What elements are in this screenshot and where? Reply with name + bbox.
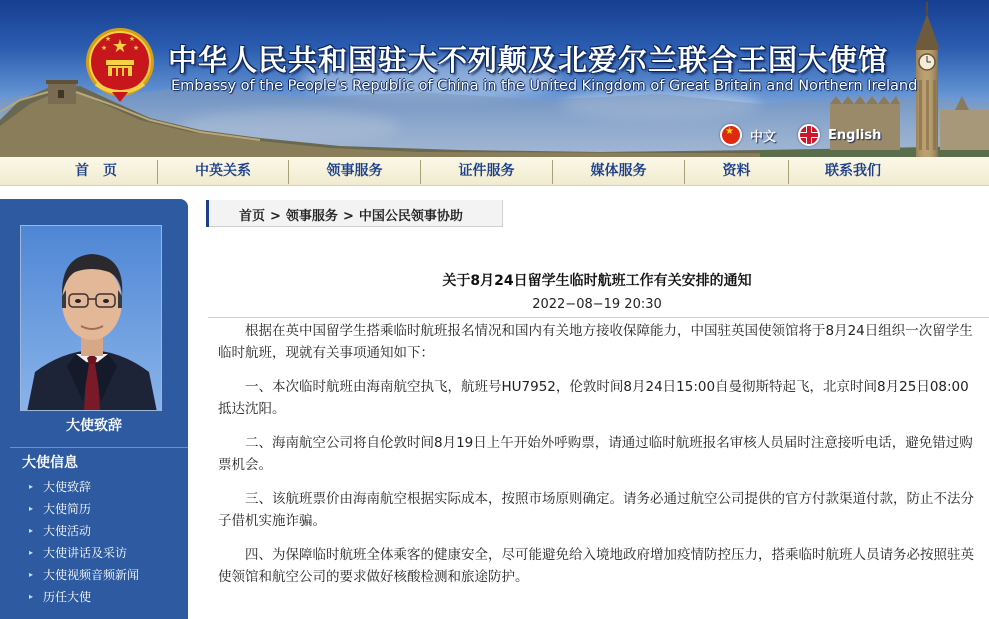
breadcrumb-separator: > <box>270 209 281 224</box>
embassy-title-chinese: 中华人民共和国驻大不列颠及北爱尔兰联合王国大使馆 <box>168 43 889 77</box>
article-paragraph: 根据在英中国留学生搭乘临时航班报名情况和国内有关地方接收保障能力，中国驻英国使领馆将于8月24日组织一次留学生临时航班，现就有关事项通知如下： <box>218 323 973 361</box>
chevron-right-icon: ▸ <box>29 592 34 601</box>
sidebar-divider <box>10 447 188 448</box>
header-banner <box>0 0 989 157</box>
nav-item-materials[interactable]: 资料 <box>722 163 751 179</box>
sidebar-item-label: 大使致辞 <box>43 480 92 494</box>
chevron-right-icon: ▸ <box>29 504 34 513</box>
sidebar-section-title: 大使信息 <box>22 455 78 471</box>
article-body <box>218 320 980 600</box>
breadcrumb-consular-services[interactable]: 领事服务 <box>285 209 338 224</box>
sidebar-item-ambassador-biography[interactable] <box>0 498 188 520</box>
language-english-link[interactable] <box>798 124 881 146</box>
sidebar-item-ambassador-activities[interactable] <box>0 520 188 542</box>
breadcrumb-consular-assistance[interactable]: 中国公民领事协助 <box>358 209 463 224</box>
chevron-right-icon: ▸ <box>29 570 34 579</box>
language-english-label: English <box>828 127 882 143</box>
article-paragraph: 三、该航班票价由海南航空根据实际成本，按照市场原则确定。请务必通过航空公司提供的官方付款渠道付款，防止不法分子借机实施诈骗。 <box>218 491 974 529</box>
sidebar-item-label: 大使视频音频新闻 <box>43 568 140 582</box>
article-paragraph: 二、海南航空公司将自伦敦时间8月19日上午开始外呼购票，请通过临时航班报名审核人员届时注意接听电话，避免错过购票机会。 <box>218 435 973 473</box>
nav-item-consular-services[interactable]: 领事服务 <box>326 163 383 179</box>
breadcrumb-container <box>207 200 503 227</box>
ambassador-speech-link[interactable]: 大使致辞 <box>66 418 122 434</box>
sidebar-item-ambassador-speech[interactable] <box>0 476 188 498</box>
article-paragraph: 四、为保障临时航班全体乘客的健康安全，尽可能避免给入境地政府增加疫情防控压力，搭乘临时航班人员请务必按照驻英使领馆和航空公司的要求做好核酸检测和旅途防护。 <box>218 547 974 585</box>
sidebar-item-label: 大使简历 <box>43 502 92 516</box>
svg-text:★: ★ <box>128 35 136 43</box>
article-date: 2022−08−19 20:30 <box>532 297 662 312</box>
nav-item-home[interactable]: 首 页 <box>75 163 117 179</box>
svg-text:★: ★ <box>111 36 129 57</box>
breadcrumb-separator: > <box>342 209 354 224</box>
sidebar <box>0 199 188 619</box>
uk-flag-icon <box>798 124 820 146</box>
chevron-right-icon: ▸ <box>29 526 34 535</box>
sidebar-menu <box>0 476 188 608</box>
sidebar-item-label: 大使讲话及采访 <box>43 546 128 560</box>
china-flag-icon <box>720 124 742 146</box>
svg-text:★: ★ <box>104 35 112 43</box>
article-paragraph: 一、本次临时航班由海南航空执飞，航班号HU7952，伦敦时间8月24日15:00自曼彻斯特起飞，北京时间8月25日08:00抵达沈阳。 <box>218 379 969 417</box>
svg-text:★: ★ <box>100 44 108 52</box>
svg-text:★: ★ <box>132 44 140 52</box>
sidebar-item-label: 历任大使 <box>43 590 92 604</box>
embassy-title-english: Embassy of the People's Republic of China in the United Kingdom of Great Britain and Northern Ireland <box>171 78 918 94</box>
ambassador-portrait-image <box>21 226 162 411</box>
chevron-right-icon: ▸ <box>29 548 34 557</box>
language-chinese-label: 中文 <box>750 129 777 145</box>
nav-item-document-services[interactable]: 证件服务 <box>458 163 515 179</box>
breadcrumb <box>239 205 463 224</box>
ambassador-photo[interactable] <box>20 225 162 411</box>
sidebar-item-video-audio-news[interactable] <box>0 564 188 586</box>
nav-item-contact-us[interactable]: 联系我们 <box>825 163 881 179</box>
sidebar-item-speeches-interviews[interactable] <box>0 542 188 564</box>
breadcrumb-home[interactable]: 首页 <box>239 209 266 224</box>
main-nav <box>0 157 989 186</box>
sidebar-item-label: 大使活动 <box>43 524 92 538</box>
chevron-right-icon: ▸ <box>29 482 34 491</box>
nav-item-media-services[interactable]: 媒体服务 <box>590 163 647 179</box>
language-chinese-link[interactable] <box>720 124 776 146</box>
national-emblem-icon <box>82 24 158 104</box>
article-divider <box>208 317 989 318</box>
sidebar-item-former-ambassadors[interactable] <box>0 586 188 608</box>
nav-item-china-uk-relations[interactable]: 中英关系 <box>195 163 251 179</box>
article-title: 关于8月24日留学生临时航班工作有关安排的通知 <box>442 273 752 289</box>
